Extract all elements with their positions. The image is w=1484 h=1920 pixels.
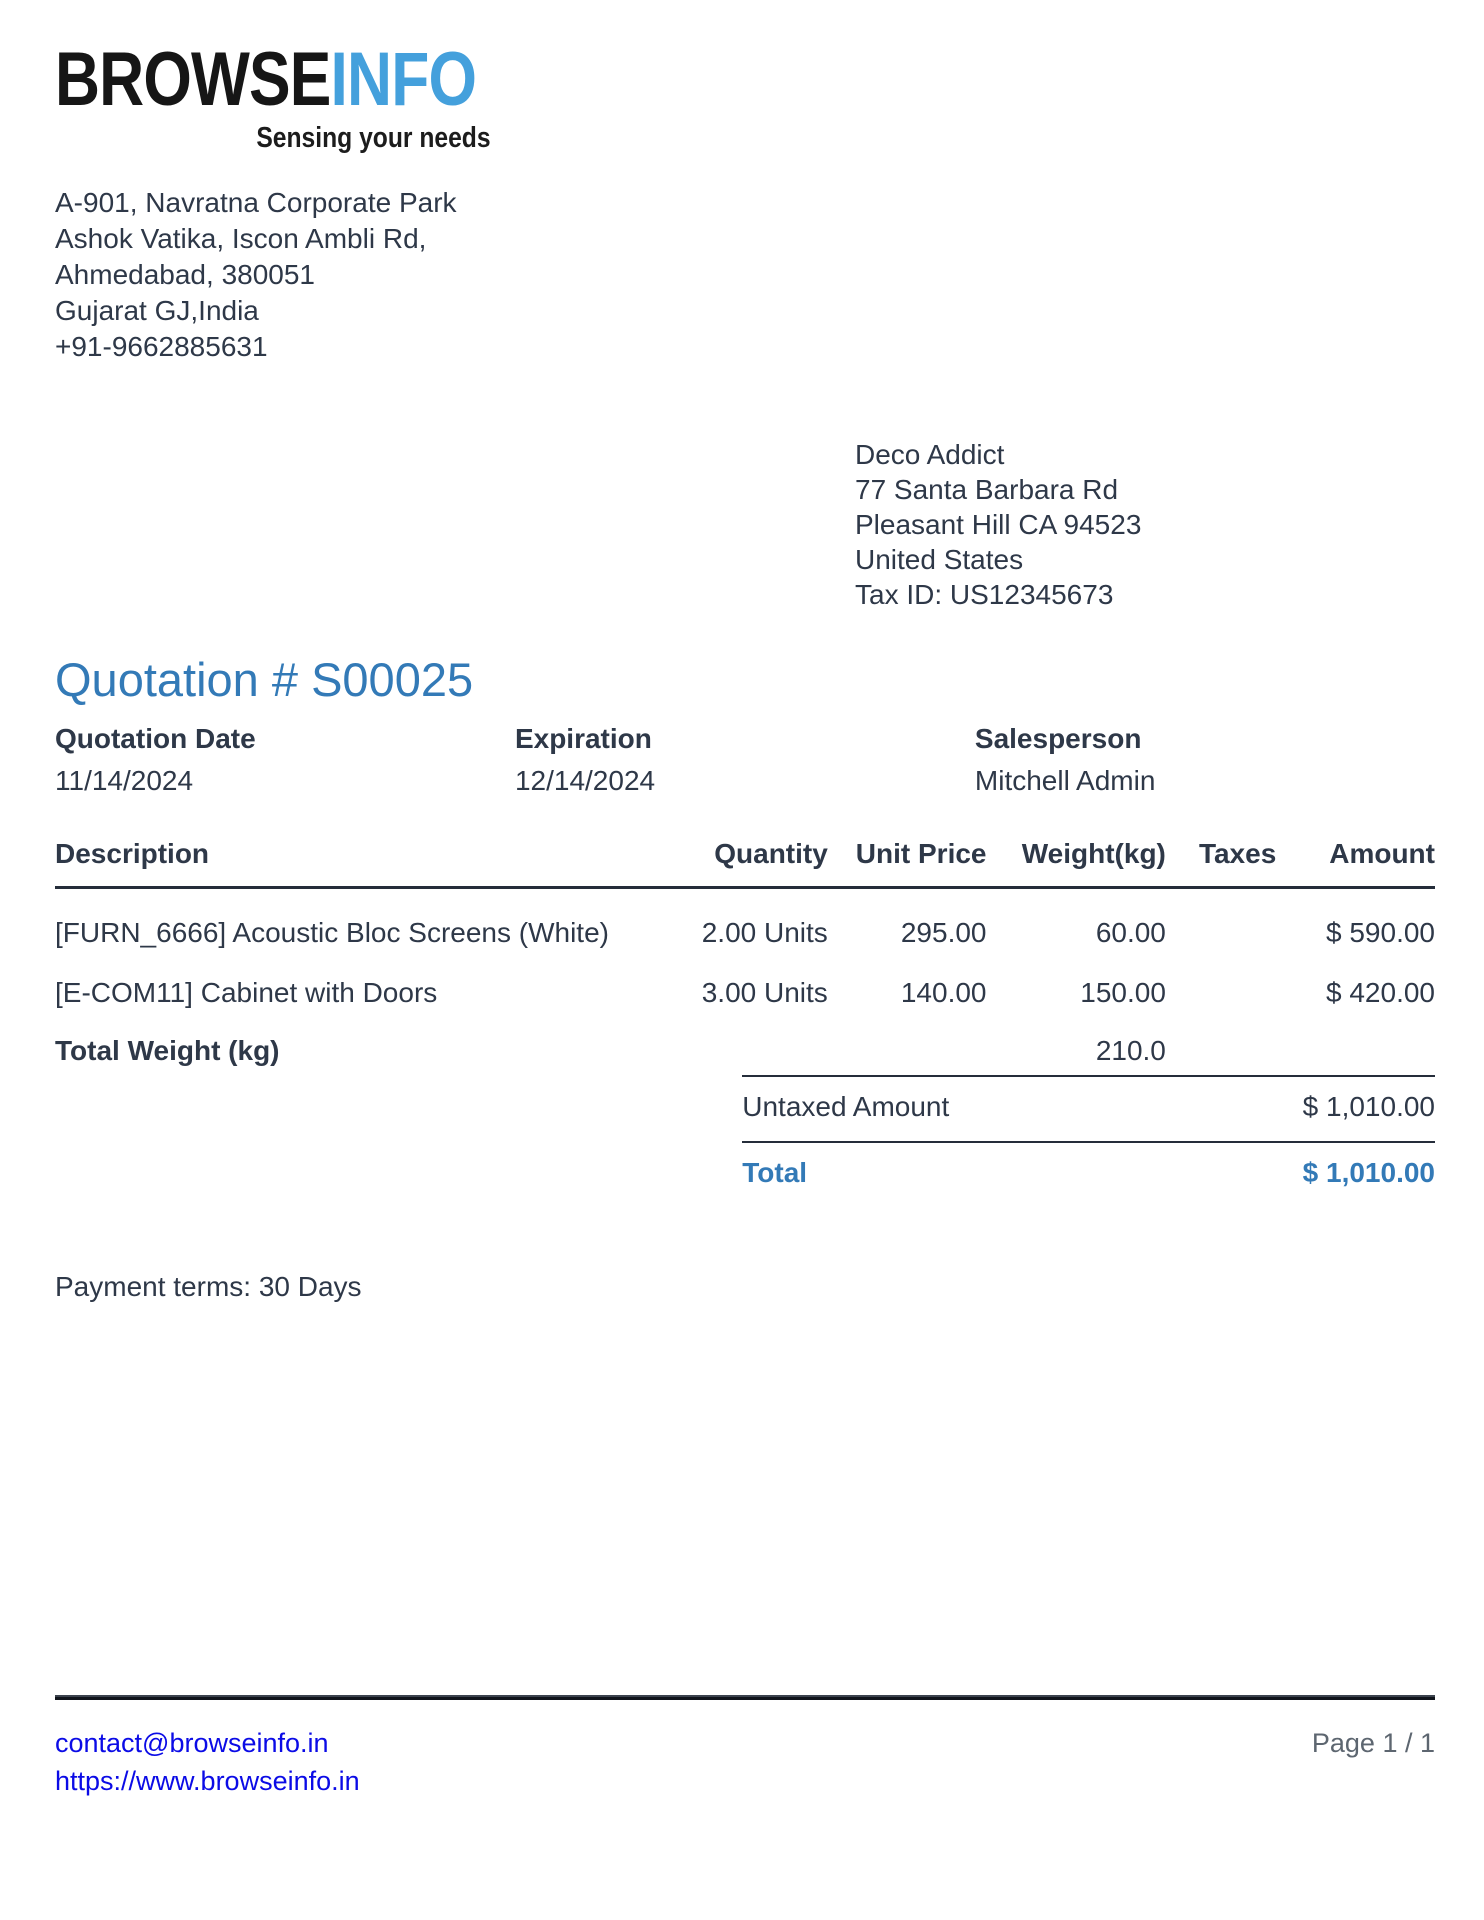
table-row <box>55 949 1435 1009</box>
footer-divider <box>55 1695 1435 1700</box>
item-weight: 150.00 <box>1080 977 1166 1009</box>
item-weight: 60.00 <box>1095 917 1166 949</box>
company-logo <box>55 37 491 161</box>
expiration-label: Expiration <box>514 723 652 755</box>
salesperson-label: Salesperson <box>974 723 1142 755</box>
untaxed-amount-label: Untaxed Amount <box>742 1091 950 1123</box>
item-amount: $ 420.00 <box>1326 977 1435 1009</box>
customer-address-line: United States <box>855 544 1024 575</box>
page-title: Quotation # S00025 <box>55 653 474 706</box>
col-header-taxes: Taxes <box>1166 838 1276 888</box>
item-taxes <box>1166 888 1276 950</box>
company-address-line: Ahmedabad, 380051 <box>55 259 315 290</box>
customer-name: Deco Addict <box>855 439 1005 470</box>
untaxed-amount-value: $ 1,010.00 <box>1302 1091 1435 1123</box>
col-header-description: Description <box>55 838 690 888</box>
expiration-column <box>515 722 975 798</box>
col-header-weight: Weight(kg) <box>987 838 1166 888</box>
logo-info-text: INFO <box>330 37 477 122</box>
table-row <box>55 888 1435 950</box>
customer-address <box>855 437 1435 612</box>
item-quantity: 3.00 Units <box>701 977 828 1009</box>
quotation-date-value: 11/14/2024 <box>55 765 194 797</box>
salesperson-column <box>975 722 1435 798</box>
quotation-info-row <box>55 722 1435 798</box>
expiration-value: 12/14/2024 <box>514 765 656 797</box>
quotation-date-label: Quotation Date <box>55 723 256 755</box>
company-address-line: Ashok Vatika, Iscon Ambli Rd, <box>55 223 427 254</box>
company-address-line: A-901, Navratna Corporate Park <box>55 187 457 218</box>
company-address-line: Gujarat GJ,India <box>55 295 259 326</box>
contact-email-link[interactable]: contact@browseinfo.in <box>55 1728 329 1758</box>
page-footer <box>55 1695 1435 1800</box>
customer-tax-id: Tax ID: US12345673 <box>855 579 1114 610</box>
total-row <box>742 1141 1435 1207</box>
col-header-unit-price: Unit Price <box>828 838 987 888</box>
item-unit-price: 295.00 <box>900 917 987 949</box>
total-weight-value: 210.0 <box>1095 1035 1166 1067</box>
logo-tagline: Sensing your needs <box>256 122 491 154</box>
page-number: Page 1 / 1 <box>1311 1728 1435 1758</box>
item-amount: $ 590.00 <box>1326 917 1435 949</box>
total-label: Total <box>742 1157 808 1189</box>
col-header-amount: Amount <box>1276 838 1435 888</box>
total-weight-label: Total Weight (kg) <box>55 1035 280 1067</box>
untaxed-amount-row <box>742 1075 1435 1141</box>
website-link[interactable]: https://www.browseinfo.in <box>55 1766 360 1796</box>
payment-terms: Payment terms: 30 Days <box>55 1271 362 1303</box>
item-description: [E-COM11] Cabinet with Doors <box>55 977 438 1009</box>
table-header-row <box>55 838 1435 888</box>
total-weight-row <box>55 1009 1435 1067</box>
item-quantity: 2.00 Units <box>701 917 828 949</box>
line-items-table <box>55 838 1435 1067</box>
item-taxes <box>1166 949 1276 1009</box>
quotation-date-column <box>55 722 515 798</box>
salesperson-value: Mitchell Admin <box>974 765 1156 797</box>
logo-wordmark <box>55 37 477 122</box>
company-address <box>55 185 1435 365</box>
total-value: $ 1,010.00 <box>1302 1157 1435 1189</box>
customer-address-line: Pleasant Hill CA 94523 <box>855 509 1142 540</box>
item-description: [FURN_6666] Acoustic Bloc Screens (White) <box>55 917 609 949</box>
col-header-quantity: Quantity <box>690 838 828 888</box>
customer-address-line: 77 Santa Barbara Rd <box>855 474 1119 505</box>
company-phone: +91-9662885631 <box>55 331 268 362</box>
item-unit-price: 140.00 <box>900 977 987 1009</box>
logo-browse-text: BROWSE <box>55 37 331 122</box>
totals-section <box>742 1075 1435 1207</box>
